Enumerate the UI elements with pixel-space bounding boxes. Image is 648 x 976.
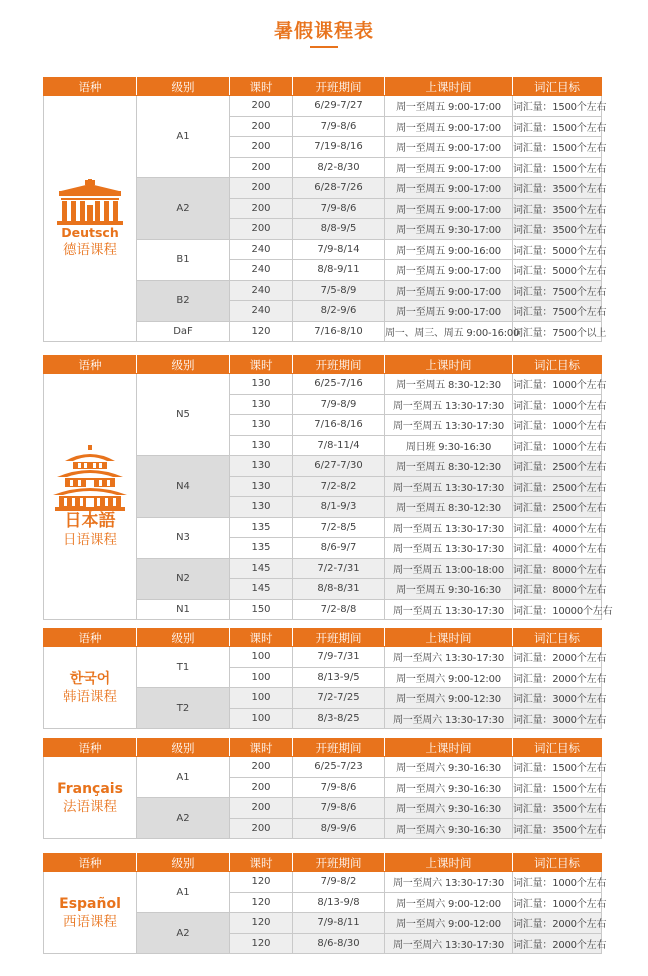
hours-cell: 200 <box>230 116 293 137</box>
class-time-cell: 周一至周六 9:00-12:00 <box>385 913 513 934</box>
hours-cell: 100 <box>230 667 293 688</box>
column-header: 级别 <box>137 78 230 96</box>
column-header: 级别 <box>137 356 230 374</box>
language-cell <box>44 757 137 839</box>
class-time-cell: 周一至周五 13:30-17:30 <box>385 599 513 620</box>
vocab-target-cell: 词汇量：2000个左右 <box>513 913 602 934</box>
language-course-name: 法语课程 <box>63 798 117 815</box>
class-time-cell: 周一至周五 9:00-17:00 <box>385 96 513 117</box>
level-cell: N5 <box>137 374 230 456</box>
vocab-target-cell: 词汇量：3000个左右 <box>513 708 602 729</box>
vocab-target-cell: 词汇量：5000个左右 <box>513 260 602 281</box>
vocab-target-cell: 词汇量：1000个左右 <box>513 394 602 415</box>
column-header: 开班期间 <box>293 78 385 96</box>
column-header: 语种 <box>44 854 137 872</box>
table-header-row <box>44 854 602 872</box>
language-course-name: 西语课程 <box>63 913 117 930</box>
language-cell <box>44 872 137 954</box>
column-header: 上课时间 <box>385 739 513 757</box>
hours-cell: 200 <box>230 818 293 839</box>
class-time-cell: 周一至周五 9:00-16:00 <box>385 239 513 260</box>
level-cell: A1 <box>137 96 230 178</box>
period-cell: 7/9-8/11 <box>293 913 385 934</box>
vocab-target-cell: 词汇量：3500个左右 <box>513 798 602 819</box>
column-header: 开班期间 <box>293 739 385 757</box>
vocab-target-cell: 词汇量：2000个左右 <box>513 933 602 954</box>
language-native-name: 한국어 <box>69 670 111 687</box>
hours-cell: 150 <box>230 599 293 620</box>
period-cell: 8/2-8/30 <box>293 157 385 178</box>
class-time-cell: 周一至周五 9:30-16:30 <box>385 579 513 600</box>
class-time-cell: 周一至周五 9:00-17:00 <box>385 301 513 322</box>
period-cell: 7/2-7/31 <box>293 558 385 579</box>
class-time-cell: 周一至周六 9:00-12:00 <box>385 892 513 913</box>
class-time-cell: 周一至周六 9:00-12:00 <box>385 667 513 688</box>
column-header: 词汇目标 <box>513 739 602 757</box>
vocab-target-cell: 词汇量：8000个左右 <box>513 579 602 600</box>
table-row <box>44 872 602 893</box>
course-table <box>43 77 607 342</box>
level-cell: A2 <box>137 178 230 240</box>
period-cell: 7/9-8/6 <box>293 116 385 137</box>
period-cell: 7/2-7/25 <box>293 688 385 709</box>
period-cell: 7/8-11/4 <box>293 435 385 456</box>
vocab-target-cell: 词汇量：3500个左右 <box>513 198 602 219</box>
language-native-name: Français <box>57 780 123 797</box>
hours-cell: 130 <box>230 435 293 456</box>
column-header: 上课时间 <box>385 854 513 872</box>
table-row <box>44 757 602 778</box>
vocab-target-cell: 词汇量：4000个左右 <box>513 538 602 559</box>
course-table <box>43 628 607 729</box>
period-cell: 8/13-9/5 <box>293 667 385 688</box>
column-header: 开班期间 <box>293 629 385 647</box>
hours-cell: 120 <box>230 913 293 934</box>
period-cell: 7/16-8/10 <box>293 321 385 342</box>
class-time-cell: 周一至周六 13:30-17:30 <box>385 933 513 954</box>
class-time-cell: 周一至周五 13:30-17:30 <box>385 538 513 559</box>
table-header-row <box>44 739 602 757</box>
vocab-target-cell: 词汇量：1500个左右 <box>513 157 602 178</box>
class-time-cell: 周一至周六 13:30-17:30 <box>385 647 513 668</box>
vocab-target-cell: 词汇量：7500个左右 <box>513 301 602 322</box>
hours-cell: 200 <box>230 178 293 199</box>
period-cell: 7/19-8/16 <box>293 137 385 158</box>
language-cell <box>44 374 137 620</box>
column-header: 语种 <box>44 356 137 374</box>
period-cell: 7/9-8/9 <box>293 394 385 415</box>
hours-cell: 200 <box>230 96 293 117</box>
column-header: 上课时间 <box>385 356 513 374</box>
vocab-target-cell: 词汇量：1500个左右 <box>513 116 602 137</box>
class-time-cell: 周一至周五 8:30-12:30 <box>385 456 513 477</box>
vocab-target-cell: 词汇量：1000个左右 <box>513 415 602 436</box>
hours-cell: 200 <box>230 798 293 819</box>
vocab-target-cell: 词汇量：4000个左右 <box>513 517 602 538</box>
hours-cell: 200 <box>230 777 293 798</box>
table-header-row <box>44 629 602 647</box>
hours-cell: 200 <box>230 219 293 240</box>
class-time-cell: 周一至周六 13:30-17:30 <box>385 872 513 893</box>
vocab-target-cell: 词汇量：5000个左右 <box>513 239 602 260</box>
period-cell: 7/16-8/16 <box>293 415 385 436</box>
page-title: 暑假课程表 <box>273 20 374 42</box>
hours-cell: 200 <box>230 757 293 778</box>
column-header: 课时 <box>230 356 293 374</box>
level-cell: A1 <box>137 872 230 913</box>
hours-cell: 240 <box>230 239 293 260</box>
column-header: 课时 <box>230 629 293 647</box>
vocab-target-cell: 词汇量：1500个左右 <box>513 96 602 117</box>
level-cell: N1 <box>137 599 230 620</box>
language-native-name: Deutsch <box>61 224 119 240</box>
class-time-cell: 周一至周五 9:00-17:00 <box>385 280 513 301</box>
hours-cell: 200 <box>230 137 293 158</box>
class-time-cell: 周一至周五 13:00-18:00 <box>385 558 513 579</box>
column-header: 上课时间 <box>385 629 513 647</box>
course-table <box>43 738 607 839</box>
level-cell: T1 <box>137 647 230 688</box>
class-time-cell: 周一至周六 9:30-16:30 <box>385 798 513 819</box>
language-native-name: Español <box>59 895 121 912</box>
class-time-cell: 周一至周五 9:00-17:00 <box>385 178 513 199</box>
hours-cell: 120 <box>230 321 293 342</box>
class-time-cell: 周一至周五 9:00-17:00 <box>385 137 513 158</box>
language-course-name: 韩语课程 <box>63 688 117 705</box>
hours-cell: 200 <box>230 157 293 178</box>
column-header: 课时 <box>230 739 293 757</box>
hours-cell: 130 <box>230 374 293 395</box>
hours-cell: 130 <box>230 476 293 497</box>
hours-cell: 130 <box>230 497 293 518</box>
table-row <box>44 374 602 395</box>
column-header: 语种 <box>44 629 137 647</box>
class-time-cell: 周一至周五 13:30-17:30 <box>385 517 513 538</box>
class-time-cell: 周一至周五 13:30-17:30 <box>385 476 513 497</box>
column-header: 词汇目标 <box>513 854 602 872</box>
vocab-target-cell: 词汇量：1000个左右 <box>513 892 602 913</box>
column-header: 语种 <box>44 739 137 757</box>
vocab-target-cell: 词汇量：3500个左右 <box>513 178 602 199</box>
vocab-target-cell: 词汇量：1000个左右 <box>513 374 602 395</box>
hours-cell: 120 <box>230 892 293 913</box>
period-cell: 8/8-9/11 <box>293 260 385 281</box>
period-cell: 7/9-8/6 <box>293 198 385 219</box>
vocab-target-cell: 词汇量：2000个左右 <box>513 647 602 668</box>
class-time-cell: 周一至周五 9:00-17:00 <box>385 260 513 281</box>
language-cell <box>44 647 137 729</box>
vocab-target-cell: 词汇量：3000个左右 <box>513 688 602 709</box>
course-table <box>43 853 607 954</box>
vocab-target-cell: 词汇量：8000个左右 <box>513 558 602 579</box>
hours-cell: 100 <box>230 688 293 709</box>
class-time-cell: 周一至周五 9:00-17:00 <box>385 198 513 219</box>
hours-cell: 130 <box>230 415 293 436</box>
course-table <box>43 355 613 620</box>
level-cell: A2 <box>137 798 230 839</box>
period-cell: 7/9-8/2 <box>293 872 385 893</box>
period-cell: 8/8-9/5 <box>293 219 385 240</box>
hours-cell: 240 <box>230 301 293 322</box>
class-time-cell: 周一至周五 13:30-17:30 <box>385 394 513 415</box>
column-header: 开班期间 <box>293 854 385 872</box>
column-header: 上课时间 <box>385 78 513 96</box>
vocab-target-cell: 词汇量：10000个左右 <box>513 599 602 620</box>
hours-cell: 120 <box>230 933 293 954</box>
period-cell: 8/6-8/30 <box>293 933 385 954</box>
class-time-cell: 周一至周六 9:30-16:30 <box>385 818 513 839</box>
level-cell: A2 <box>137 913 230 954</box>
period-cell: 7/2-8/5 <box>293 517 385 538</box>
period-cell: 8/8-8/31 <box>293 579 385 600</box>
hours-cell: 240 <box>230 280 293 301</box>
period-cell: 6/27-7/30 <box>293 456 385 477</box>
class-time-cell: 周一至周五 8:30-12:30 <box>385 497 513 518</box>
period-cell: 7/5-8/9 <box>293 280 385 301</box>
class-time-cell: 周一、周三、周五 9:00-16:00 <box>385 321 513 342</box>
hours-cell: 120 <box>230 872 293 893</box>
period-cell: 7/2-8/2 <box>293 476 385 497</box>
period-cell: 7/2-8/8 <box>293 599 385 620</box>
period-cell: 7/9-7/31 <box>293 647 385 668</box>
level-cell: B2 <box>137 280 230 321</box>
column-header: 词汇目标 <box>513 356 602 374</box>
table-header-row <box>44 78 602 96</box>
level-cell: B1 <box>137 239 230 280</box>
period-cell: 8/6-9/7 <box>293 538 385 559</box>
column-header: 词汇目标 <box>513 78 602 96</box>
hours-cell: 100 <box>230 708 293 729</box>
title-underline <box>310 46 338 48</box>
vocab-target-cell: 词汇量：7500个以上 <box>513 321 602 342</box>
level-cell: A1 <box>137 757 230 798</box>
period-cell: 7/9-8/14 <box>293 239 385 260</box>
level-cell: T2 <box>137 688 230 729</box>
class-time-cell: 周一至周六 9:30-16:30 <box>385 777 513 798</box>
vocab-target-cell: 词汇量：2500个左右 <box>513 476 602 497</box>
column-header: 语种 <box>44 78 137 96</box>
vocab-target-cell: 词汇量：1500个左右 <box>513 757 602 778</box>
vocab-target-cell: 词汇量：2000个左右 <box>513 667 602 688</box>
level-cell: N4 <box>137 456 230 518</box>
level-cell: N2 <box>137 558 230 599</box>
period-cell: 6/25-7/23 <box>293 757 385 778</box>
pagoda-icon <box>53 445 127 511</box>
hours-cell: 135 <box>230 538 293 559</box>
class-time-cell: 周一至周五 9:00-17:00 <box>385 157 513 178</box>
column-header: 级别 <box>137 739 230 757</box>
period-cell: 8/1-9/3 <box>293 497 385 518</box>
level-cell: N3 <box>137 517 230 558</box>
hours-cell: 130 <box>230 456 293 477</box>
table-row <box>44 647 602 668</box>
column-header: 课时 <box>230 78 293 96</box>
class-time-cell: 周一至周六 9:00-12:30 <box>385 688 513 709</box>
vocab-target-cell: 词汇量：1000个左右 <box>513 435 602 456</box>
vocab-target-cell: 词汇量：3500个左右 <box>513 219 602 240</box>
vocab-target-cell: 词汇量：2500个左右 <box>513 456 602 477</box>
hours-cell: 100 <box>230 647 293 668</box>
vocab-target-cell: 词汇量：2500个左右 <box>513 497 602 518</box>
column-header: 级别 <box>137 854 230 872</box>
class-time-cell: 周一至周五 9:30-17:00 <box>385 219 513 240</box>
column-header: 开班期间 <box>293 356 385 374</box>
table-row <box>44 96 602 117</box>
class-time-cell: 周一至周五 9:00-17:00 <box>385 116 513 137</box>
level-cell: DaF <box>137 321 230 342</box>
class-time-cell: 周日班 9:30-16:30 <box>385 435 513 456</box>
class-time-cell: 周一至周六 9:30-16:30 <box>385 757 513 778</box>
brandenburg-gate-icon <box>57 179 123 225</box>
language-course-name: 德语课程 <box>63 241 117 258</box>
period-cell: 7/9-8/6 <box>293 777 385 798</box>
vocab-target-cell: 词汇量：1000个左右 <box>513 872 602 893</box>
column-header: 级别 <box>137 629 230 647</box>
period-cell: 6/28-7/26 <box>293 178 385 199</box>
hours-cell: 145 <box>230 558 293 579</box>
hours-cell: 240 <box>230 260 293 281</box>
period-cell: 7/9-8/6 <box>293 798 385 819</box>
hours-cell: 145 <box>230 579 293 600</box>
period-cell: 8/2-9/6 <box>293 301 385 322</box>
table-header-row <box>44 356 602 374</box>
period-cell: 6/25-7/16 <box>293 374 385 395</box>
column-header: 词汇目标 <box>513 629 602 647</box>
vocab-target-cell: 词汇量：7500个左右 <box>513 280 602 301</box>
class-time-cell: 周一至周五 13:30-17:30 <box>385 415 513 436</box>
language-native-name: 日本語 <box>64 510 116 531</box>
vocab-target-cell: 词汇量：1500个左右 <box>513 777 602 798</box>
period-cell: 6/29-7/27 <box>293 96 385 117</box>
period-cell: 8/9-9/6 <box>293 818 385 839</box>
class-time-cell: 周一至周五 8:30-12:30 <box>385 374 513 395</box>
vocab-target-cell: 词汇量：3500个左右 <box>513 818 602 839</box>
vocab-target-cell: 词汇量：1500个左右 <box>513 137 602 158</box>
language-cell <box>44 96 137 342</box>
hours-cell: 130 <box>230 394 293 415</box>
column-header: 课时 <box>230 854 293 872</box>
language-course-name: 日语课程 <box>63 531 117 548</box>
period-cell: 8/13-9/8 <box>293 892 385 913</box>
period-cell: 8/3-8/25 <box>293 708 385 729</box>
hours-cell: 200 <box>230 198 293 219</box>
hours-cell: 135 <box>230 517 293 538</box>
class-time-cell: 周一至周六 13:30-17:30 <box>385 708 513 729</box>
